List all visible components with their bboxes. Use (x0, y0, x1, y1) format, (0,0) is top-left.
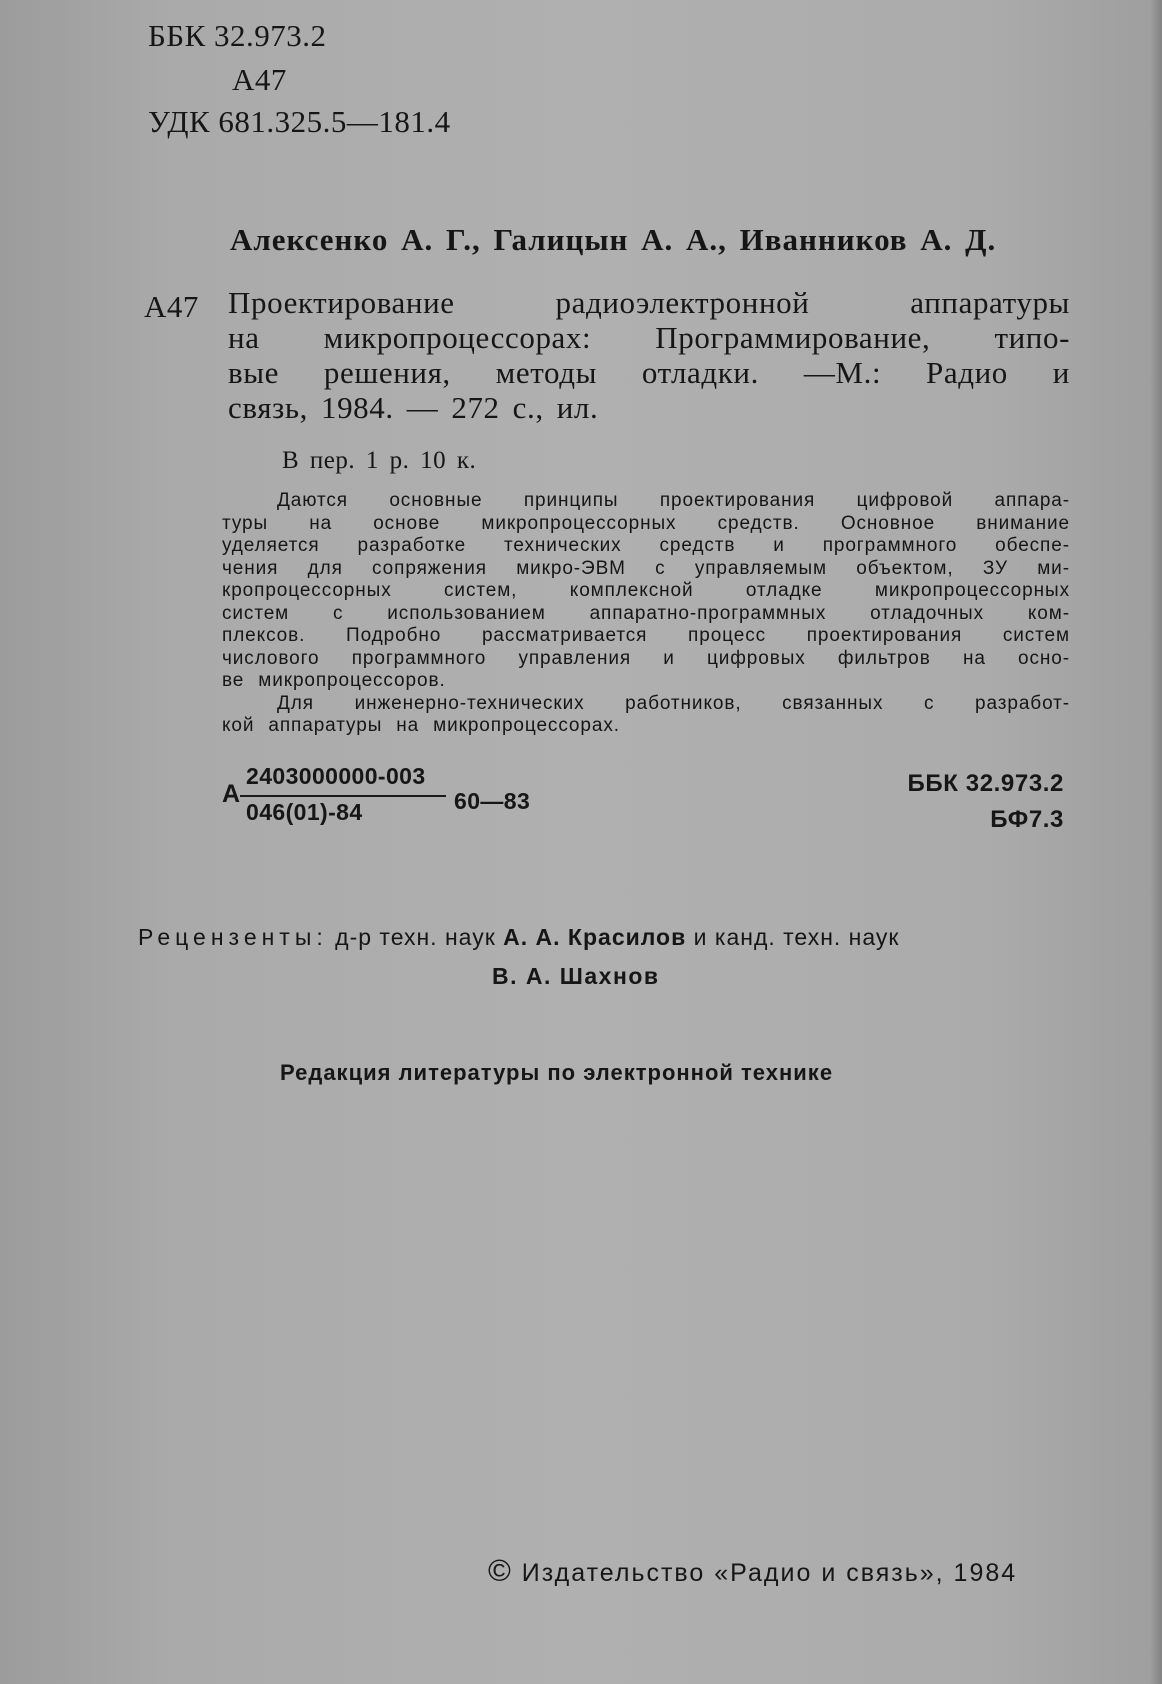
abstract-word: средств. (717, 512, 800, 534)
abstract-word: систем (1002, 625, 1070, 646)
title-word: аппаратуры (910, 285, 1070, 320)
abstract-word: использованием (387, 602, 546, 624)
abstract-word: цифровых (706, 647, 806, 669)
reviewer-name-1: А. А. Красилов (503, 924, 687, 950)
abstract-word: чения (222, 557, 279, 579)
book-title-description (228, 285, 1070, 425)
title-word: связь, (228, 390, 308, 425)
abstract-word: туры (222, 512, 269, 534)
abstract-line (222, 513, 1070, 536)
author-mark: А47 (232, 62, 287, 97)
abstract-word: сопряжения (372, 557, 487, 579)
abstract-line (222, 648, 1070, 671)
udk-code: УДК 681.325.5—181.4 (148, 104, 451, 139)
abstract-word: средств (659, 535, 736, 556)
abstract-word: микропроцессорных (874, 580, 1070, 601)
bf-code: БФ7.3 (990, 806, 1064, 833)
abstract-word: обеспе- (995, 535, 1070, 556)
abstract-word: осно- (1018, 647, 1070, 669)
abstract-line (222, 625, 1070, 648)
abstract-word: цифровой (856, 490, 954, 511)
abstract-word: уделяется (222, 535, 320, 556)
reviewers-line (138, 924, 1060, 951)
abstract-word: для (307, 557, 343, 579)
title-word: методы (495, 355, 597, 390)
abstract-word: аппаратуры (268, 715, 383, 736)
abstract-word: инженерно-технических (354, 692, 585, 714)
copyright-icon: © (488, 1553, 513, 1588)
abstract-word: ми- (1037, 557, 1070, 579)
title-line (228, 390, 1070, 425)
title-line (228, 285, 1070, 320)
copyright-line (488, 1553, 1017, 1589)
abstract-word: и (663, 647, 675, 669)
abstract-word: процесс (688, 625, 767, 646)
abstract-word: микро-ЭВМ (516, 557, 626, 579)
entry-mark: А47 (144, 289, 199, 324)
title-word: на (228, 320, 260, 355)
title-word: микропроцессорах: (323, 320, 592, 355)
classification-letter: А (222, 780, 241, 808)
title-word: вые (228, 355, 280, 390)
abstract-word: программного (822, 535, 958, 556)
abstract-line (222, 490, 1070, 513)
abstract-word: ЗУ (982, 557, 1008, 579)
abstract-word: числового (222, 647, 320, 669)
reviewers-label: Рецензенты: (138, 924, 328, 950)
abstract-word: микропроцессоров. (258, 670, 446, 691)
abstract-word: управления (518, 647, 632, 669)
title-word: с., (512, 390, 544, 425)
abstract-word: разработке (357, 535, 467, 556)
reviewer-name-2: В. А. Шахнов (492, 963, 660, 989)
title-word: и (1052, 355, 1070, 390)
abstract-word: основе (373, 512, 441, 534)
abstract-word: программного (351, 647, 487, 669)
abstract-word: разработ- (975, 692, 1070, 714)
title-word: 272 (451, 390, 500, 425)
classification-year-code: 60—83 (454, 788, 531, 814)
abstract-word: внимание (976, 512, 1070, 534)
abstract-word: микропроцессорных (481, 512, 677, 534)
abstract-word: кропроцессорных (222, 580, 392, 601)
bbk-code-right: ББК 32.973.2 (907, 770, 1064, 797)
title-word: ил. (556, 390, 599, 425)
editorial-line: Редакция литературы по электронной технике (280, 1060, 834, 1085)
abstract-word: работников, (625, 692, 742, 714)
abstract-word: систем (222, 602, 290, 624)
classification-numerator: 2403000000-003 (246, 763, 426, 789)
abstract-word: Подробно (346, 625, 442, 646)
abstract-line (222, 535, 1070, 558)
abstract-word: аппаратно-программных (589, 602, 827, 624)
title-word: решения, (323, 355, 451, 390)
title-word: —М.: (803, 355, 882, 390)
abstract-word: основные (389, 490, 483, 511)
abstract-word: Для (277, 692, 314, 714)
price-line: В пер. 1 р. 10 к. (282, 447, 477, 474)
title-word: 1984. (320, 390, 394, 425)
abstract-word: с (333, 602, 344, 624)
abstract-word: аппара- (994, 490, 1070, 511)
title-word: отладки. (641, 355, 759, 390)
title-word: радиоэлектронной (555, 285, 810, 320)
classification-denominator: 046(01)-84 (246, 799, 363, 825)
abstract-word: принципы (523, 490, 619, 511)
abstract-word: отладке (745, 580, 823, 601)
abstract-word: ве (222, 670, 245, 691)
copyright-text: Издательство «Радио и связь», 1984 (521, 1559, 1018, 1587)
title-word: Программирование, (655, 320, 931, 355)
abstract-word: с (924, 692, 935, 714)
abstract-text (222, 490, 1070, 738)
abstract-word: отладочных (870, 602, 984, 624)
title-line (228, 355, 1070, 390)
title-word: Радио (926, 355, 1008, 390)
abstract-line (222, 603, 1070, 626)
abstract-word: управляемым (694, 557, 828, 579)
page-edge-shadow (1150, 0, 1162, 1684)
abstract-word: на (396, 715, 420, 736)
abstract-word: объектом, (856, 557, 954, 579)
abstract-line (222, 558, 1070, 581)
abstract-word: и (773, 535, 785, 556)
abstract-line (222, 670, 1070, 693)
abstract-line (222, 715, 1070, 738)
abstract-word: проектирования (806, 625, 963, 646)
authors-line: Алексенко А. Г., Галицын А. А., Иванников А. Д. (230, 222, 997, 257)
abstract-word: на (309, 512, 333, 534)
abstract-line (222, 693, 1070, 716)
abstract-word: систем, (444, 580, 518, 601)
abstract-word: плексов. (222, 625, 306, 646)
fraction-bar (240, 795, 446, 797)
title-word: типо- (994, 320, 1070, 355)
abstract-word: рассматривается (481, 625, 648, 646)
abstract-word: технических (504, 535, 622, 556)
title-word: — (406, 390, 439, 425)
abstract-word: микропроцессорах. (433, 715, 620, 736)
abstract-word: проектирования (659, 490, 816, 511)
abstract-word: комплексной (569, 580, 694, 601)
title-word: Проектирование (228, 285, 455, 320)
abstract-word: ком- (1027, 602, 1070, 624)
reviewers-text-1: д-р техн. наук (327, 924, 504, 950)
abstract-line (222, 580, 1070, 603)
abstract-word: Даются (277, 490, 348, 511)
bbk-code: ББК 32.973.2 (148, 18, 327, 53)
abstract-word: на (962, 647, 986, 669)
abstract-word: фильтров (837, 647, 931, 669)
abstract-word: с (655, 557, 666, 579)
abstract-word: Основное (840, 512, 936, 534)
abstract-word: кой (222, 715, 255, 736)
reviewers-text-2: и канд. техн. наук (686, 924, 900, 950)
abstract-word: связанных (782, 692, 884, 714)
title-line (228, 320, 1070, 355)
